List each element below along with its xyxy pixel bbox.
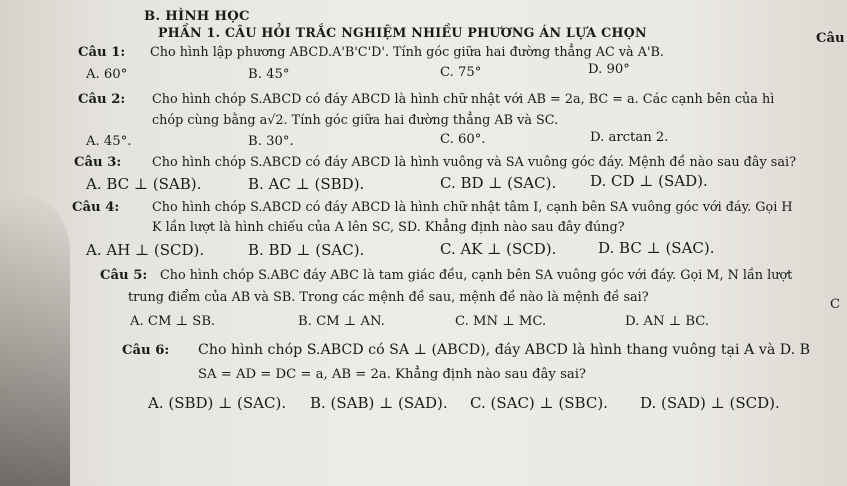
hand-shadow xyxy=(0,190,70,486)
q1-option-d: D. 90° xyxy=(588,62,630,77)
q1-option-b: B. 45° xyxy=(248,67,290,82)
q5-option-c: C. MN ⊥ MC. xyxy=(455,314,547,329)
q3-label: Câu 3: xyxy=(74,155,122,170)
q6-option-c: C. (SAC) ⊥ (SBC). xyxy=(470,394,608,412)
header-right-cut: Câu xyxy=(816,31,845,46)
q4-option-a: A. AH ⊥ (SCD). xyxy=(86,241,205,259)
q5-label: Câu 5: xyxy=(100,268,148,283)
q3-option-d: D. CD ⊥ (SAD). xyxy=(590,172,708,190)
q2-label: Câu 2: xyxy=(78,92,126,107)
q1-option-a: A. 60° xyxy=(86,67,128,82)
q4-option-b: B. BD ⊥ (SAC). xyxy=(248,241,365,259)
q4-option-d: D. BC ⊥ (SAC). xyxy=(598,239,715,257)
q4-text-line2: K lần lượt là hình chiếu của A lên SC, SD. Khẳng định nào sau đây đúng? xyxy=(152,220,625,235)
q2-option-a: A. 45°. xyxy=(86,134,132,149)
q3-option-b: B. AC ⊥ (SBD). xyxy=(248,175,365,193)
q6-text-line1: Cho hình chóp S.ABCD có SA ⊥ (ABCD), đáy ABCD là hình thang vuông tại A và D. B xyxy=(198,342,811,358)
q1-text: Cho hình lập phương ABCD.A'B'C'D'. Tính góc giữa hai đường thẳng AC và A'B. xyxy=(150,45,664,60)
q2-option-c: C. 60°. xyxy=(440,132,486,147)
q5-text-line2: trung điểm của AB và SB. Trong các mệnh đề sau, mệnh đề nào là mệnh đề sai? xyxy=(128,290,649,305)
q6-text-line2: SA = AD = DC = a, AB = 2a. Khẳng định nào sau đây sai? xyxy=(198,367,586,382)
q2-option-b: B. 30°. xyxy=(248,134,294,149)
q1-option-c: C. 75° xyxy=(440,65,482,80)
q5-option-b: B. CM ⊥ AN. xyxy=(298,314,385,329)
q1-label: Câu 1: xyxy=(78,45,126,60)
q4-option-c: C. AK ⊥ (SCD). xyxy=(440,240,557,258)
q3-option-a: A. BC ⊥ (SAB). xyxy=(86,175,202,193)
part-title: PHẦN 1. CÂU HỎI TRẮC NGHIỆM NHIỀU PHƯƠNG ÁN LỰA CHỌN xyxy=(158,25,647,40)
q5-right-cut: C xyxy=(830,297,841,312)
q5-option-d: D. AN ⊥ BC. xyxy=(625,314,710,329)
q6-option-d: D. (SAD) ⊥ (SCD). xyxy=(640,394,780,412)
q4-text-line1: Cho hình chóp S.ABCD có đáy ABCD là hình chữ nhật tâm I, cạnh bên SA vuông góc với đáy. Gọi H xyxy=(152,200,793,215)
q6-option-a: A. (SBD) ⊥ (SAC). xyxy=(148,394,287,412)
q4-label: Câu 4: xyxy=(72,200,120,215)
q6-label: Câu 6: xyxy=(122,343,170,358)
q2-text-line2: chóp cùng bằng a√2. Tính góc giữa hai đường thẳng AB và SC. xyxy=(152,113,559,128)
q5-text-line1: Cho hình chóp S.ABC đáy ABC là tam giác đều, cạnh bên SA vuông góc với đáy. Gọi M, N lần lượt xyxy=(160,268,793,283)
q5-option-a: A. CM ⊥ SB. xyxy=(130,314,216,329)
section-title: B. HÌNH HỌC xyxy=(144,9,250,24)
q6-option-b: B. (SAB) ⊥ (SAD). xyxy=(310,394,448,412)
q2-text-line1: Cho hình chóp S.ABCD có đáy ABCD là hình chữ nhật với AB = 2a, BC = a. Các cạnh bên của hì xyxy=(152,92,775,107)
q2-option-d: D. arctan 2. xyxy=(590,130,669,145)
q3-text: Cho hình chóp S.ABCD có đáy ABCD là hình vuông và SA vuông góc đáy. Mệnh đề nào sau đây sai? xyxy=(152,155,796,170)
q3-option-c: C. BD ⊥ (SAC). xyxy=(440,174,557,192)
